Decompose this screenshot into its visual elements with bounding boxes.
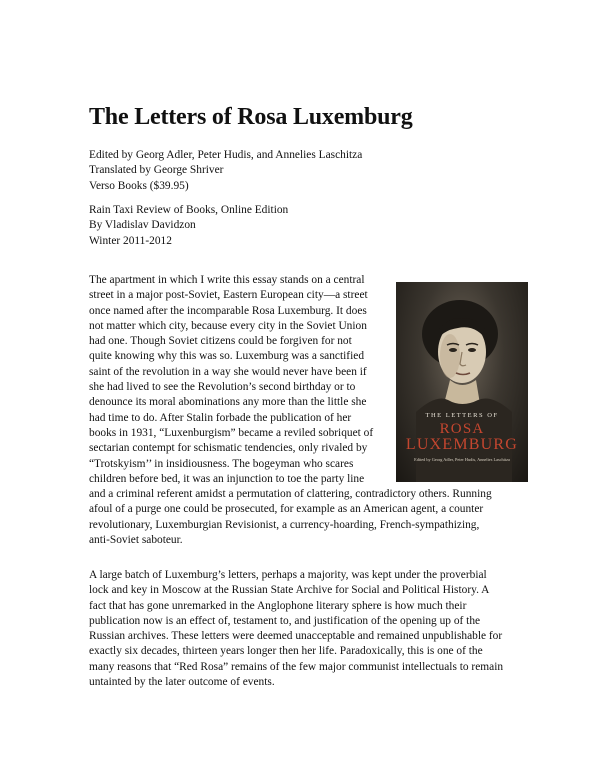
paragraph-line: “Trotskyism’’ in insidiousness. The bogeyman who scares: [89, 457, 354, 470]
author-line: By Vladislav Davidzon: [89, 219, 196, 232]
paragraph-line: and a criminal referent amidst a permutation of clattering, contradictory others. Running: [89, 488, 492, 501]
paragraph-line: lock and key in Moscow at the Russian State Archive for Social and Political History. A: [89, 584, 490, 597]
cover-series-text: THE LETTERS OF: [425, 412, 499, 419]
cover-editors-text: Edited by Georg Adler, Peter Hudis, Annelies Laschitza: [414, 457, 510, 462]
paragraph-line: had one. Though Soviet citizens could be forgiven for not: [89, 335, 352, 348]
paragraph-line: revolutionary, Luxemburgian Revisionist, a currency-hoarding, French-sympathizing,: [89, 518, 480, 531]
paragraph-line: children before bed, it was an injunction to toe the party line: [89, 472, 365, 485]
paragraph-2: [89, 568, 503, 690]
paragraph-line: many reasons that “Red Rosa” remains of the few major communist intellectuals to remain: [89, 660, 504, 673]
paragraph-line: The apartment in which I write this essay stands on a central: [89, 274, 365, 286]
paragraph-line: denounce its moral abominations any more than the little she: [89, 396, 367, 409]
paragraph-line: afoul of a purge one could be prosecuted, for example as an American agent, a counter: [89, 503, 484, 516]
paragraph-line: exactly six decades, thirteen years longer then her life. Paradoxically, this is one of the: [89, 645, 483, 658]
paragraph-line: untainted by the later outcome of events.: [89, 676, 275, 689]
paragraph-line: publication now is an effect of, testament to, and justification of the opening up of the: [89, 614, 481, 627]
credits-block: [89, 148, 362, 194]
page-title: The Letters of Rosa Luxemburg: [89, 104, 413, 130]
paragraph-line: not matter which city, because every city in the Soviet Union: [89, 319, 367, 332]
paragraph-line: once named after the incomparable Rosa Luxemburg. It does: [89, 304, 367, 317]
publisher-line: Verso Books ($39.95): [89, 179, 189, 192]
paragraph-line: street in a major post-Soviet, Eastern European city—a street: [89, 289, 368, 302]
paragraph-line: had time to do. After Stalin forbade the publication of her: [89, 411, 352, 424]
cover-title-line2: LUXEMBURG: [405, 436, 519, 453]
paragraph-line: she had lived to see the Revolution’s second birthday or to: [89, 381, 356, 394]
paragraph-line: fact that has gone unremarked in the Anglophone literary sphere is how much their: [89, 599, 467, 612]
paragraph-line: sectarian contempt for schismatic tendencies, only rivaled by: [89, 442, 368, 455]
date-line: Winter 2011-2012: [89, 234, 172, 247]
paragraph-line: saint of the revolution in a way she would never have been if: [89, 365, 367, 378]
paragraph-1: [89, 273, 492, 548]
review-info-block: [89, 203, 288, 249]
paragraph-line: Russian archives. These letters were deemed unacceptable and remained unpublishable for: [89, 630, 503, 643]
paragraph-line: anti-Soviet saboteur.: [89, 534, 183, 547]
translator-line: Translated by George Shriver: [89, 164, 224, 177]
paragraph-line: books in 1931, “Luxenburgism” became a reviled sobriquet of: [89, 426, 374, 439]
cover-title-line1: ROSA: [439, 421, 485, 437]
paragraph-line: A large batch of Luxemburg’s letters, perhaps a majority, was kept under the proverbial: [89, 569, 487, 581]
editors-line: Edited by Georg Adler, Peter Hudis, and Annelies Laschitza: [89, 149, 363, 161]
publication-line: Rain Taxi Review of Books, Online Edition: [89, 204, 289, 216]
paragraph-line: quite knowing why this was so. Luxemburg was a sanctified: [89, 350, 365, 363]
